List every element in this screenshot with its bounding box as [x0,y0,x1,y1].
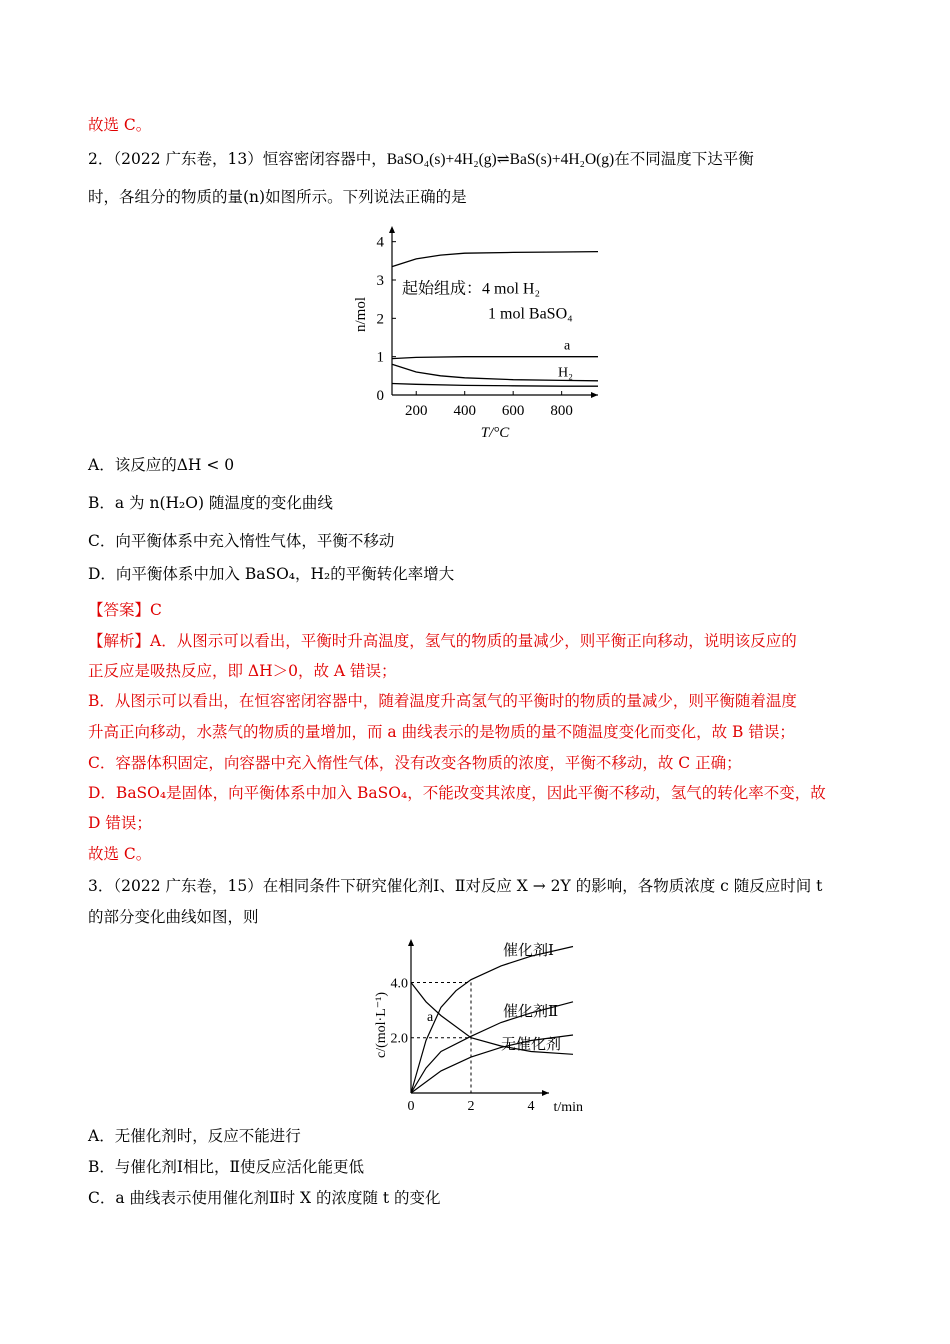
series-label-no-catalyst: 无催化剂 [501,1037,562,1053]
conclusion-line-1: 故选 C。 [88,116,152,134]
q2-stem-part-a: 2．（2022 广东卷，13）恒容密闭容器中， [88,150,387,168]
explanation-line-7: D 错误； [88,814,152,832]
y-tick-label: 2 [376,311,384,328]
q2-option-c: C．向平衡体系中充入惰性气体，平衡不移动 [88,532,395,550]
annotation-line-1: 起始组成：4 mol H₂ [402,280,541,298]
y-tick-label: 2.0 [390,1031,408,1047]
series-line-4 [392,384,598,387]
q2-stem-part-b: 在不同温度下达平衡 [614,150,754,168]
x-axis-arrow [542,1090,549,1096]
explanation-line-2: 正反应是吸热反应，即 ΔH＞0，故 A 错误； [88,662,397,680]
y-axis-arrow [408,939,414,946]
q3-option-a: A．无催化剂时，反应不能进行 [88,1127,301,1145]
q3-option-c: C．a 曲线表示使用催化剂Ⅱ时 X 的浓度随 t 的变化 [88,1189,441,1207]
explanation-line-5: C．容器体积固定，向容器中充入惰性气体，没有改变各物质的浓度，平衡不移动，故 C 正确； [88,754,742,772]
x-axis-label: T/°C [480,425,510,441]
question-2-stem-line-2: 时，各组分的物质的量(n)如图所示。下列说法正确的是 [88,188,467,206]
series-label-a: a [564,338,571,354]
question-3-stem-line-2: 的部分变化曲线如图，则 [88,908,259,926]
explanation-line-3: B．从图示可以看出，在恒容密闭容器中，随着温度升高氢气的平衡时的物质的量减少，则平衡随着温度 [88,692,797,710]
series-line-2 [392,357,598,359]
annotation-line-2: 1 mol BaSO₄ [488,305,573,323]
x-axis-label: t/min [553,1100,583,1115]
x-tick-label: 200 [404,403,428,419]
explanation-line-6: D．BaSO₄是固体，向平衡体系中加入 BaSO₄，不能改变其浓度，因此平衡不移动，氢气的转化率不变，故 [88,784,826,802]
explanation-line-4: 升高正向移动，水蒸气的物质的量增加，而 a 曲线表示的是物质的量不随温度变化而变化，故 B 错误； [88,723,795,741]
series-label-a: a [427,1010,434,1025]
y-tick-label: 1 [376,349,384,366]
q2-option-d: D．向平衡体系中加入 BaSO₄，H₂的平衡转化率增大 [88,565,455,583]
figure-n-vs-temperature [350,222,610,448]
y-tick-label: 0 [376,388,384,404]
series-label-catalyst-1: 催化剂Ⅰ [503,943,554,959]
q2-equation: BaSO₄(s)+4H₂(g)⇌BaS(s)+4H₂O(g) [386,151,615,168]
figure-c-vs-time [365,935,595,1121]
series-label-h2: H₂ [558,365,573,381]
y-axis-label: c/(mol·L⁻¹) [374,991,389,1059]
y-tick-label: 3 [376,273,384,289]
x-tick-label: 600 [501,403,525,419]
q2-option-a: A．该反应的ΔH < 0 [88,456,235,474]
x-axis-arrow [591,392,598,398]
y-axis-label: n/mol [353,296,369,333]
explanation-line-8: 故选 C。 [88,845,152,863]
x-tick-label: 2 [467,1099,475,1114]
x-tick-label: 0 [407,1099,415,1114]
y-tick-label: 4 [376,234,384,251]
chart-c-vs-t [365,935,595,1117]
x-tick-label: 800 [550,403,573,419]
x-tick-label: 400 [453,403,476,419]
explanation-line-1: 【解析】A．从图示可以看出，平衡时升高温度，氢气的物质的量减少，则平衡正向移动，说明该反应的 [88,632,797,650]
series-label-catalyst-2: 催化剂Ⅱ [503,1004,559,1020]
y-axis-arrow [389,226,395,233]
chart-n-vs-T [350,222,610,444]
question-2-stem-line-1 [88,148,754,171]
question-3-stem-line-1: 3．（2022 广东卷，15）在相同条件下研究催化剂Ⅰ、Ⅱ对反应 X → 2Y 的影响，各物质浓度 c 随反应时间 t [88,877,823,895]
answer-line: 【答案】C [88,601,162,619]
x-tick-label: 4 [527,1099,535,1114]
y-tick-label: 4.0 [390,976,408,992]
q3-option-b: B．与催化剂Ⅰ相比，Ⅱ使反应活化能更低 [88,1158,365,1176]
q2-option-b: B．a 为 n(H₂O) 随温度的变化曲线 [88,494,333,512]
series-line-1 [392,252,598,267]
